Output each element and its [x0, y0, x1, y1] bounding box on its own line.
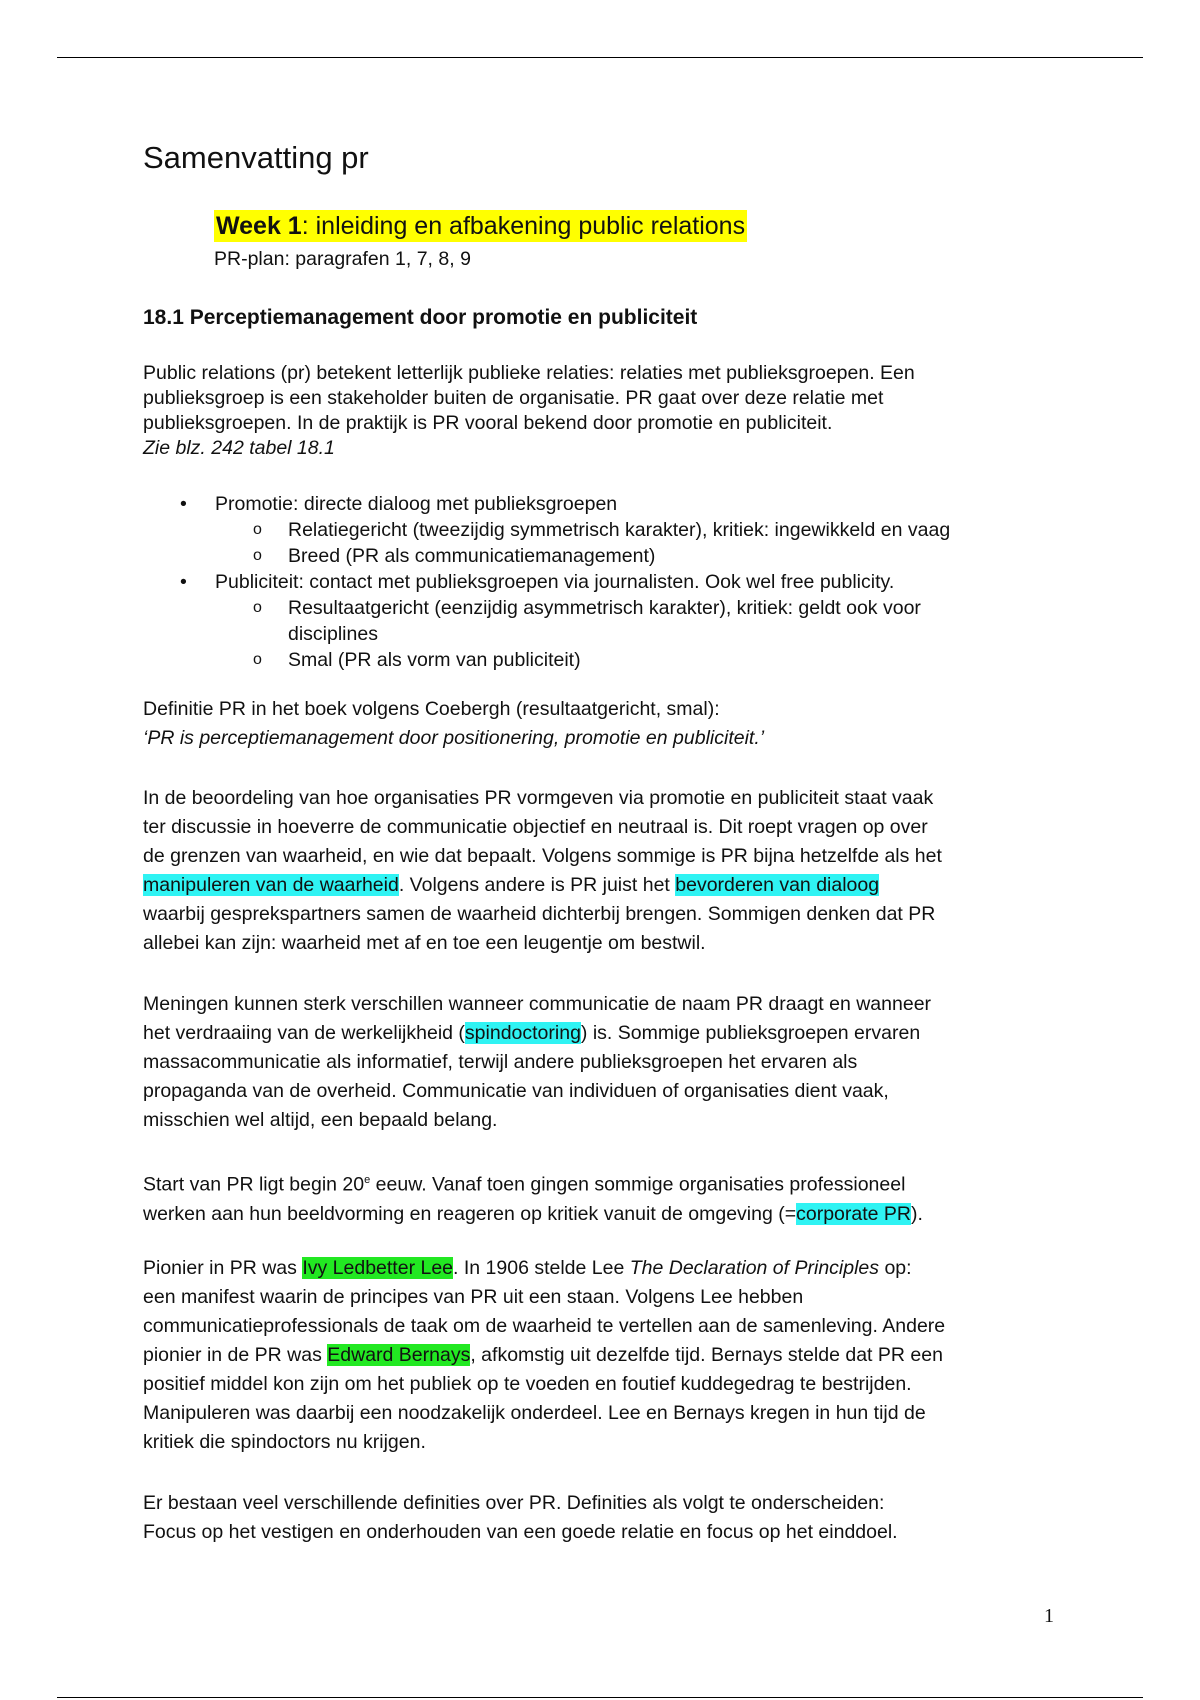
paragraph-line: Focus op het vestigen en onderhouden van een goede relatie en focus op het einddoel.	[143, 1521, 898, 1543]
paragraph-line	[143, 871, 1083, 900]
paragraph-line	[143, 1254, 1083, 1283]
paragraph-line: massacommunicatie als informatief, terwijl andere publieksgroepen het ervaren als	[143, 1051, 858, 1073]
truth-paragraph	[143, 784, 1083, 958]
pioneers-paragraph	[143, 1254, 1083, 1457]
text-fragment: ) is. Sommige publieksgroepen ervaren	[580, 1022, 921, 1044]
paragraph-line	[143, 1341, 1083, 1370]
sub-bullet: o Breed (PR als communicatiemanagement)	[143, 543, 1083, 569]
sub-bullet-line: disciplines	[288, 623, 378, 645]
sub-bullet: o Relatiegericht (tweezijdig symmetrisch karakter), kritiek: ingewikkeld en vaag	[143, 517, 1083, 543]
paragraph-line: ter discussie in hoeverre de communicatie objectief en neutraal is. Dit roept vragen op over	[143, 816, 928, 838]
section-heading: 18.1 Perceptiemanagement door promotie en publiciteit	[143, 306, 698, 329]
paragraph-line: communicatieprofessionals de taak om de waarheid te vertellen aan de samenleving. Andere	[143, 1315, 946, 1337]
definition-intro: Definitie PR in het boek volgens Coebergh (resultaatgericht, smal):	[143, 698, 720, 720]
text-fragment: ).	[911, 1202, 923, 1225]
text-fragment: Pionier in PR was	[143, 1257, 303, 1279]
definitions-paragraph	[143, 1489, 1083, 1547]
paragraph-line: propaganda van de overheid. Communicatie van individuen of organisaties dient vaak,	[143, 1080, 889, 1102]
week-subtitle: PR-plan: paragrafen 1, 7, 8, 9	[214, 248, 471, 270]
text-fragment: het verdraaiing van de werkelijkheid (	[143, 1022, 465, 1044]
bullet-promotie: • Promotie: directe dialoog met publieksgroepen	[143, 491, 1083, 517]
intro-line: publieksgroep is een stakeholder buiten de organisatie. PR gaat over deze relatie met	[143, 387, 884, 409]
sub-bullet-line: o Resultaatgericht (eenzijdig asymmetrisch karakter), kritiek: geldt ook voor	[288, 597, 921, 619]
highlight-ivy-lee: Ivy Ledbetter Lee	[302, 1257, 454, 1279]
text-fragment: Start van PR ligt begin 20	[143, 1173, 365, 1196]
intro-line: Public relations (pr) betekent letterlijk publieke relaties: relaties met publieksgroepen. Een	[143, 362, 915, 384]
paragraph-line: waarbij gesprekspartners samen de waarheid dichterbij brengen. Sommigen denken dat PR	[143, 903, 936, 925]
declaration-title: The Declaration of Principles	[629, 1257, 880, 1279]
definition-block	[143, 695, 1083, 753]
intro-line: publieksgroepen. In de praktijk is PR vooral bekend door promotie en publiciteit.	[143, 412, 833, 434]
sub-bullet: o Smal (PR als vorm van publiciteit)	[143, 647, 1083, 673]
paragraph-line: misschien wel altijd, een bepaald belang.	[143, 1109, 498, 1131]
text-fragment: . Volgens andere is PR juist het	[398, 874, 676, 896]
definition-quote: ‘PR is perceptiemanagement door positionering, promotie en publiciteit.’	[143, 727, 765, 749]
top-rule	[57, 57, 1143, 58]
paragraph-line	[143, 1019, 1083, 1048]
highlight-dialogue: bevorderen van dialoog	[675, 874, 880, 896]
bottom-rule	[57, 1697, 1143, 1698]
sub-bullet	[143, 595, 1083, 647]
text-fragment: werken aan hun beeldvorming en reageren op kritiek vanuit de omgeving (=	[143, 1202, 797, 1225]
table-reference: Zie blz. 242 tabel 18.1	[143, 437, 335, 459]
paragraph-line: In de beoordeling van hoe organisaties PR vormgeven via promotie en publiciteit staat vaak	[143, 787, 934, 809]
highlight-corporate-pr: corporate PR	[796, 1202, 911, 1225]
text-fragment: . In 1906 stelde Lee	[453, 1257, 630, 1279]
week-label: Week 1	[216, 212, 302, 240]
text-fragment: op:	[879, 1257, 912, 1279]
start-paragraph	[143, 1166, 1083, 1229]
intro-paragraph	[143, 361, 1083, 461]
bullet-publiciteit: • Publiciteit: contact met publieksgroepen via journalisten. Ook wel free publicity.	[143, 569, 1083, 595]
paragraph-line: allebei kan zijn: waarheid met af en toe een leugentje om bestwil.	[143, 932, 706, 954]
paragraph-line: Er bestaan veel verschillende definities over PR. Definities als volgt te onderscheiden:	[143, 1492, 885, 1514]
highlight-edward-bernays: Edward Bernays	[327, 1344, 471, 1366]
week-topic: : inleiding en afbakening public relations	[301, 212, 746, 240]
paragraph-line: een manifest waarin de principes van PR uit een staan. Volgens Lee hebben	[143, 1286, 804, 1308]
opinions-paragraph	[143, 990, 1083, 1135]
paragraph-line	[143, 1200, 1083, 1229]
paragraph-line: kritiek die spindoctors nu krijgen.	[143, 1431, 426, 1453]
paragraph-line: Meningen kunnen sterk verschillen wanneer communicatie de naam PR draagt en wanneer	[143, 993, 932, 1015]
paragraph-line: de grenzen van waarheid, en wie dat bepaalt. Volgens sommige is PR bijna hetzelfde als het	[143, 845, 942, 867]
highlight-spindoctoring: spindoctoring	[464, 1022, 581, 1044]
paragraph-line: Manipuleren was daarbij een noodzakelijk onderdeel. Lee en Bernays kregen in hun tijd de	[143, 1402, 926, 1424]
bullet-list	[143, 491, 1083, 673]
highlight-manipulate: manipuleren van de waarheid	[143, 874, 399, 896]
text-fragment: eeuw. Vanaf toen gingen sommige organisaties professioneel	[370, 1173, 906, 1196]
document-title: Samenvatting pr	[143, 140, 369, 175]
paragraph-line	[143, 1166, 1083, 1200]
text-fragment: , afkomstig uit dezelfde tijd. Bernays stelde dat PR een	[470, 1344, 943, 1366]
text-fragment: pionier in de PR was	[143, 1344, 328, 1366]
page-number: 1	[1044, 1605, 1054, 1627]
superscript: e	[364, 1174, 371, 1186]
week-heading	[214, 210, 747, 242]
paragraph-line: positief middel kon zijn om het publiek op te voeden en foutief kuddegedrag te bestrijden.	[143, 1373, 912, 1395]
